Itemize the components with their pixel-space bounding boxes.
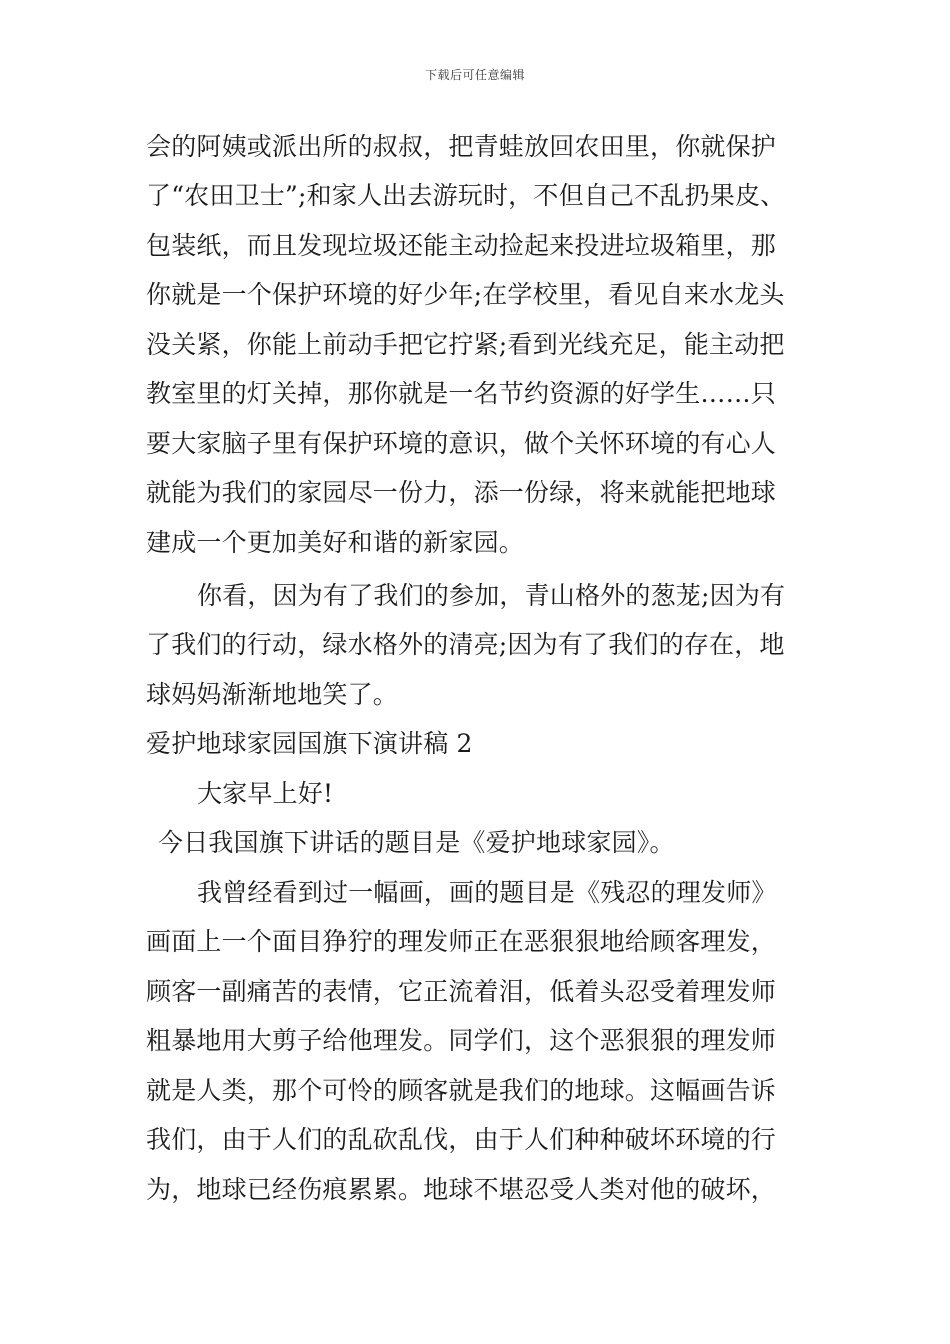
page-header-note: 下载后可任意编辑	[424, 68, 525, 82]
text-line: 就能为我们的家园尽一份力，添一份绿，将来就能把地球	[146, 478, 777, 507]
text-line: 粗暴地用大剪子给他理发。同学们，这个恶狠狠的理发师	[146, 1026, 777, 1055]
topic-line: 今日我国旗下讲话的题目是《爱护地球家园》。	[158, 828, 675, 857]
greeting-line: 大家早上好!	[197, 779, 334, 808]
text-line: 顾客一副痛苦的表情，它正流着泪，低着头忍受着理发师	[146, 977, 777, 1006]
paragraph-start-line: 你看，因为有了我们的参加，青山格外的葱茏;因为有	[197, 581, 786, 610]
section-heading: 爱护地球家园国旗下演讲稿 2	[146, 729, 473, 758]
text-line: 我们，由于人们的乱砍乱伐，由于人们种种破坏环境的行	[146, 1125, 777, 1154]
text-line: 你就是一个保护环境的好少年;在学校里，看见自来水龙头	[146, 280, 785, 309]
text-line: 建成一个更加美好和谐的新家园。	[146, 528, 525, 557]
paragraph-start-line: 我曾经看到过一幅画，画的题目是《残忍的理发师》	[197, 878, 777, 907]
text-line: 要大家脑子里有保护环境的意识，做个关怀环境的有心人	[146, 429, 777, 458]
text-line: 包装纸，而且发现垃圾还能主动捡起来投进垃圾箱里，那	[146, 231, 777, 260]
text-line: 了我们的行动，绿水格外的清亮;因为有了我们的存在，地	[146, 630, 785, 659]
text-line: 没关紧，你能上前动手把它拧紧;看到光线充足，能主动把	[146, 330, 785, 359]
text-line: 球妈妈渐渐地地笑了。	[146, 680, 399, 709]
text-line: 了“农田卫士”;和家人出去游玩时，不但自己不乱扔果皮、	[146, 181, 786, 210]
text-line: 为，地球已经伤痕累累。地球不堪忍受人类对他的破坏，	[146, 1175, 777, 1204]
text-line: 就是人类，那个可怜的顾客就是我们的地球。这幅画告诉	[146, 1076, 777, 1105]
text-line: 会的阿姨或派出所的叔叔，把青蛙放回农田里，你就保护	[146, 132, 777, 161]
text-line: 画面上一个面目狰狞的理发师正在恶狠狠地给顾客理发，	[146, 927, 777, 956]
text-line: 教室里的灯关掉，那你就是一名节约资源的好学生……只	[146, 379, 777, 408]
